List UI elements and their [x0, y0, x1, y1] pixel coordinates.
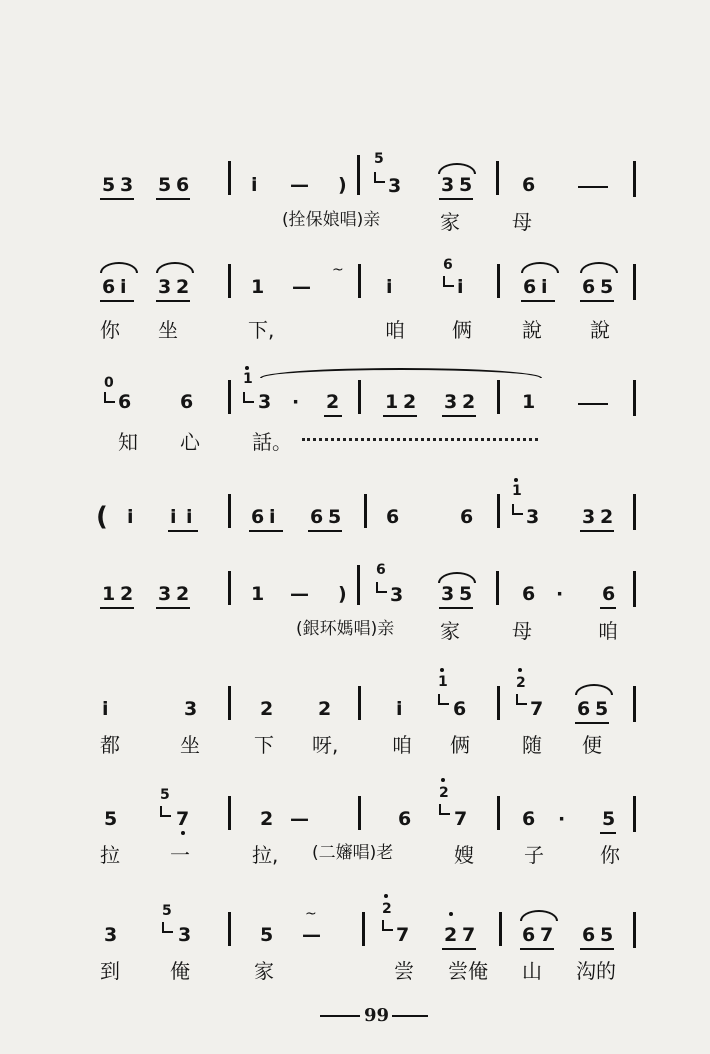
- note: 1: [251, 276, 265, 298]
- note: 2: [260, 808, 274, 830]
- note: 1: [102, 583, 116, 605]
- note: i: [102, 698, 109, 720]
- underline: [521, 300, 555, 302]
- note: i: [386, 276, 393, 298]
- grace-note: 2: [439, 785, 449, 801]
- underline: [442, 415, 476, 417]
- lyric: 尝: [394, 959, 414, 983]
- underline: [100, 198, 134, 200]
- note: 5: [328, 506, 342, 528]
- grace-hook: [104, 392, 115, 403]
- note: 1: [251, 583, 265, 605]
- note: i: [269, 506, 276, 528]
- dash: [578, 186, 608, 188]
- grace-note: 2: [516, 675, 526, 691]
- underline: [156, 607, 190, 609]
- note: 6: [460, 506, 474, 528]
- note: 3: [441, 174, 455, 196]
- lyric: 随: [522, 733, 542, 757]
- barline: [496, 571, 499, 605]
- lyric: 咱: [385, 318, 405, 342]
- note: 3: [526, 506, 540, 528]
- grace-note: 1: [512, 483, 522, 499]
- lyric: 心: [180, 430, 200, 454]
- note: i: [396, 698, 403, 720]
- dash: —: [290, 583, 309, 605]
- note: 5: [595, 698, 609, 720]
- note: i: [127, 506, 134, 528]
- slur: [438, 163, 476, 174]
- dash: —: [292, 276, 311, 298]
- underline: [600, 832, 616, 834]
- note: 6: [118, 391, 132, 413]
- barline: [358, 796, 361, 830]
- rule-right: [392, 1015, 428, 1017]
- note: 6: [522, 583, 536, 605]
- barline: [358, 686, 361, 720]
- barline: [633, 571, 636, 607]
- slur: [580, 262, 618, 273]
- note: 5: [600, 276, 614, 298]
- grace-note: 1: [438, 674, 448, 690]
- lyric: 到: [100, 959, 120, 983]
- lyric: 拉,: [252, 843, 279, 867]
- lyric: 嫂: [454, 843, 474, 867]
- paren: (: [96, 502, 108, 532]
- dot-rhythm: ·: [558, 808, 566, 830]
- note: 7: [396, 924, 410, 946]
- lyric: 你: [100, 318, 120, 342]
- high-dot: [514, 478, 518, 482]
- note: 6: [522, 174, 536, 196]
- barline: [228, 571, 231, 605]
- barline: [633, 494, 636, 530]
- dash: —: [290, 808, 309, 830]
- note: 6: [577, 698, 591, 720]
- underline: [580, 948, 614, 950]
- lyric: 都: [100, 733, 120, 757]
- grace-hook: [376, 582, 387, 593]
- grace-hook: [438, 694, 449, 705]
- note: 3: [388, 175, 402, 197]
- note: 2: [600, 506, 614, 528]
- note: 5: [104, 808, 118, 830]
- underline: [520, 948, 554, 950]
- grace-note: 2: [382, 901, 392, 917]
- barline: [358, 264, 361, 298]
- note: 5: [459, 583, 473, 605]
- note: 3: [444, 391, 458, 413]
- note: 1: [522, 391, 536, 413]
- lyric: 坐: [180, 733, 200, 757]
- underline: [324, 415, 342, 417]
- note: 6: [523, 276, 537, 298]
- barline: [633, 912, 636, 948]
- barline: [499, 912, 502, 946]
- note: 6: [180, 391, 194, 413]
- underline: [575, 722, 609, 724]
- barline: [228, 161, 231, 195]
- lyric: 一: [170, 843, 190, 867]
- grace-note: 0: [104, 375, 114, 391]
- barline: [228, 380, 231, 414]
- slur: [156, 262, 194, 273]
- high-dot: [384, 894, 388, 898]
- barline: [364, 494, 367, 528]
- note: 5: [158, 174, 172, 196]
- note: 6: [602, 583, 616, 605]
- lyric: 說: [590, 318, 610, 342]
- note: 3: [120, 174, 134, 196]
- barline: [357, 565, 360, 605]
- note: 2: [176, 583, 190, 605]
- lyric: 下: [254, 733, 274, 757]
- slur: [438, 572, 476, 583]
- dot-rhythm: ·: [292, 391, 300, 413]
- underline: [439, 607, 473, 609]
- high-dot: [441, 778, 445, 782]
- ornament: ~: [305, 906, 317, 922]
- note: 3: [390, 584, 404, 606]
- note: 3: [158, 583, 172, 605]
- underline: [580, 530, 614, 532]
- grace-hook: [516, 694, 527, 705]
- note: 1: [385, 391, 399, 413]
- underline: [100, 607, 134, 609]
- lyric: 便: [582, 733, 602, 757]
- note: 7: [530, 698, 544, 720]
- grace-hook: [382, 920, 393, 931]
- underline: [600, 607, 616, 609]
- note: i: [170, 506, 177, 528]
- note: i: [457, 276, 464, 298]
- page-number: 99: [364, 1005, 390, 1026]
- note: i: [251, 174, 258, 196]
- barline: [633, 161, 636, 197]
- note: 6: [582, 276, 596, 298]
- underline: [442, 948, 476, 950]
- grace-hook: [243, 392, 254, 403]
- lyric: 你: [600, 843, 620, 867]
- slur: [100, 262, 138, 273]
- note: 5: [602, 808, 616, 830]
- note: 5: [459, 174, 473, 196]
- barline: [228, 264, 231, 298]
- barline: [357, 155, 360, 195]
- note: 6: [386, 506, 400, 528]
- underline: [439, 198, 473, 200]
- lyric: 山: [522, 959, 542, 983]
- grace-hook: [162, 922, 173, 933]
- lyric: 俺: [170, 959, 190, 983]
- note: 2: [462, 391, 476, 413]
- lyric: 俩: [452, 318, 472, 342]
- barline: [497, 494, 500, 528]
- note: 6: [102, 276, 116, 298]
- grace-note: 6: [443, 257, 453, 273]
- lyric: 母: [512, 619, 532, 643]
- grace-hook: [512, 504, 523, 515]
- lyric: 下,: [248, 318, 275, 342]
- lyric: 咱: [392, 733, 412, 757]
- dot-rhythm: ·: [556, 583, 564, 605]
- lyric: 沟的: [576, 959, 616, 983]
- note: 3: [441, 583, 455, 605]
- note: 3: [158, 276, 172, 298]
- lyric: 咱: [598, 619, 618, 643]
- note: 6: [522, 924, 536, 946]
- note: 2: [403, 391, 417, 413]
- underline: [168, 530, 198, 532]
- lyric: 知: [118, 430, 138, 454]
- lyric: 家: [440, 619, 460, 643]
- note: 6: [398, 808, 412, 830]
- paren: ): [338, 583, 347, 605]
- high-dot: [245, 366, 249, 370]
- note: 3: [104, 924, 118, 946]
- barline: [228, 796, 231, 830]
- grace-hook: [439, 804, 450, 815]
- grace-note: 5: [162, 903, 172, 919]
- note: 3: [178, 924, 192, 946]
- lyric: (拴保娘唱)亲: [282, 210, 381, 230]
- barline: [228, 686, 231, 720]
- note: 7: [176, 808, 190, 830]
- note: 2: [176, 276, 190, 298]
- note: 3: [184, 698, 198, 720]
- paren: ): [338, 174, 347, 196]
- lyric: 俩: [450, 733, 470, 757]
- note: 2: [260, 698, 274, 720]
- high-dot: [440, 668, 444, 672]
- note: 6: [582, 924, 596, 946]
- continuation-dots: [302, 438, 538, 441]
- slur: [520, 910, 558, 921]
- underline: [580, 300, 614, 302]
- high-dot: [518, 668, 522, 672]
- note: 5: [260, 924, 274, 946]
- note: 3: [258, 391, 272, 413]
- lyric: 話。: [252, 430, 292, 454]
- lyric: 尝俺: [448, 959, 488, 983]
- note: 2: [444, 924, 458, 946]
- barline: [362, 912, 365, 946]
- grace-hook: [443, 276, 454, 287]
- grace-hook: [160, 806, 171, 817]
- lyric: (二嬸唱)老: [312, 843, 394, 863]
- underline: [308, 530, 342, 532]
- note: i: [541, 276, 548, 298]
- lyric: 坐: [158, 318, 178, 342]
- note: 2: [318, 698, 332, 720]
- note: i: [120, 276, 127, 298]
- note: 3: [582, 506, 596, 528]
- grace-hook: [374, 172, 385, 183]
- barline: [497, 796, 500, 830]
- note: i: [186, 506, 193, 528]
- barline: [497, 380, 500, 414]
- underline: [383, 415, 417, 417]
- slur: [575, 684, 613, 695]
- underline: [100, 300, 134, 302]
- lyric: 母: [512, 210, 532, 234]
- note: 7: [454, 808, 468, 830]
- note: 6: [522, 808, 536, 830]
- barline: [497, 686, 500, 720]
- lyric: 子: [524, 843, 544, 867]
- note: 7: [540, 924, 554, 946]
- rule-left: [320, 1015, 360, 1017]
- lyric: 說: [522, 318, 542, 342]
- grace-note: 6: [376, 562, 386, 578]
- phrase-slur: [260, 368, 542, 378]
- grace-note: 1: [243, 371, 253, 387]
- underline: [156, 198, 190, 200]
- lyric: 家: [440, 210, 460, 234]
- low-dot: [181, 831, 185, 835]
- note: 5: [600, 924, 614, 946]
- high-dot: [449, 912, 453, 916]
- note: 2: [326, 391, 340, 413]
- note: 6: [453, 698, 467, 720]
- barline: [358, 380, 361, 414]
- barline: [497, 264, 500, 298]
- barline: [496, 161, 499, 195]
- barline: [633, 796, 636, 832]
- note: 6: [176, 174, 190, 196]
- barline: [228, 912, 231, 946]
- slur: [521, 262, 559, 273]
- dash: [578, 403, 608, 405]
- barline: [228, 494, 231, 528]
- barline: [633, 686, 636, 722]
- underline: [249, 530, 283, 532]
- lyric: 拉: [100, 843, 120, 867]
- lyric: (銀环媽唱)亲: [296, 619, 395, 639]
- note: 5: [102, 174, 116, 196]
- grace-note: 5: [160, 787, 170, 803]
- lyric: 家: [254, 959, 274, 983]
- dash: —: [302, 924, 321, 946]
- lyric: 呀,: [312, 733, 339, 757]
- note: 2: [120, 583, 134, 605]
- dash: —: [290, 174, 309, 196]
- ornament: ~: [332, 262, 344, 278]
- barline: [633, 380, 636, 416]
- barline: [633, 264, 636, 300]
- note: 6: [310, 506, 324, 528]
- grace-note: 5: [374, 151, 384, 167]
- underline: [156, 300, 190, 302]
- note: 7: [462, 924, 476, 946]
- note: 6: [251, 506, 265, 528]
